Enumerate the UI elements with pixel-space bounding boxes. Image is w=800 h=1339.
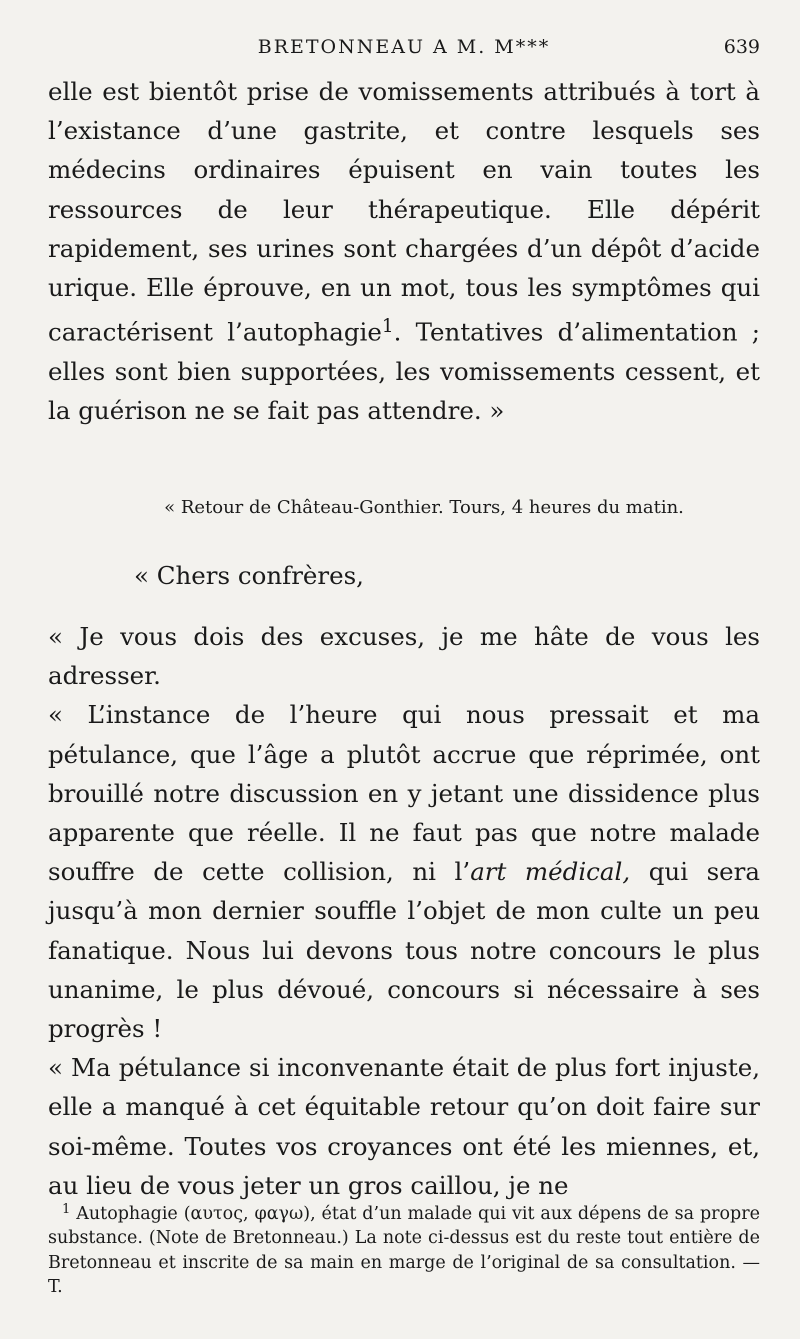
letter-heading: « Retour de Château-Gonthier. Tours, 4 heures du matin. <box>164 497 684 518</box>
body-block-2 <box>48 617 760 1205</box>
paragraph-3-emphasis: art médical, <box>470 857 631 887</box>
paragraph-3 <box>48 695 760 1048</box>
running-title: BRETONNEAU A M. M*** <box>257 36 551 58</box>
footnote-text: Autophagie (αυτος, φαγω), état d’un malade qui vit aux dépens de sa propre substance. (Note de Bretonneau.) La note ci-dessus est du reste tout entière de Bretonneau et inscrite de sa main en marge de l’original de sa consultation. — T. <box>48 1203 760 1298</box>
paragraph-1-text: elle est bientôt prise de vomissements attribués à tort à l’existance d’une gastrite, et contre lesquels ses médecins ordinaires épuisent en vain toutes les ressources de leur thérapeutique. Elle dépérit rapidement, ses urines sont chargées d’un dépôt d’acide urique. Elle éprouve, en un mot, tous les symptômes qui caractérisent l’autophagie <box>48 77 760 347</box>
footnote-1 <box>48 1198 760 1300</box>
page-number: 639 <box>723 36 760 58</box>
paragraph-3-text: « L’instance de l’heure qui nous pressait et ma pétulance, que l’âge a plutôt accrue que réprimée, ont brouillé notre discussion en y jetant une dissidence plus apparente que réelle. Il ne faut pas que notre malade souffre de cette collision, ni l’ <box>48 700 760 887</box>
body-block-1 <box>48 72 760 430</box>
paragraph-4: « Ma pétulance si inconvenante était de plus fort injuste, elle a manqué à cet équitable retour qu’on doit faire sur soi-même. Toutes vos croyances ont été les miennes, et, au lieu de vous jeter un gros caillou, je ne <box>48 1053 760 1200</box>
footnotes <box>48 1198 760 1300</box>
paragraph-1 <box>48 72 760 430</box>
paragraph-2: « Je vous dois des excuses, je me hâte de vous les adresser. <box>48 622 760 691</box>
page-header <box>48 32 760 64</box>
footnote-reference: 1 <box>381 316 394 338</box>
salutation: « Chers confrères, <box>134 561 364 590</box>
paragraph-1-text-after: . Tentatives d’alimentation ; elles sont bien supportées, les vomissements cessent, et la guérison ne se fait pas attendre. » <box>48 317 761 425</box>
footnote-mark: 1 <box>62 1202 71 1217</box>
paragraph-3-text-after: qui sera jusqu’à mon dernier souffle l’objet de mon culte un peu fanatique. Nous lui devons tous notre concours le plus unanime, le plus dévoué, concours si nécessaire à ses progrès ! <box>48 857 760 1044</box>
